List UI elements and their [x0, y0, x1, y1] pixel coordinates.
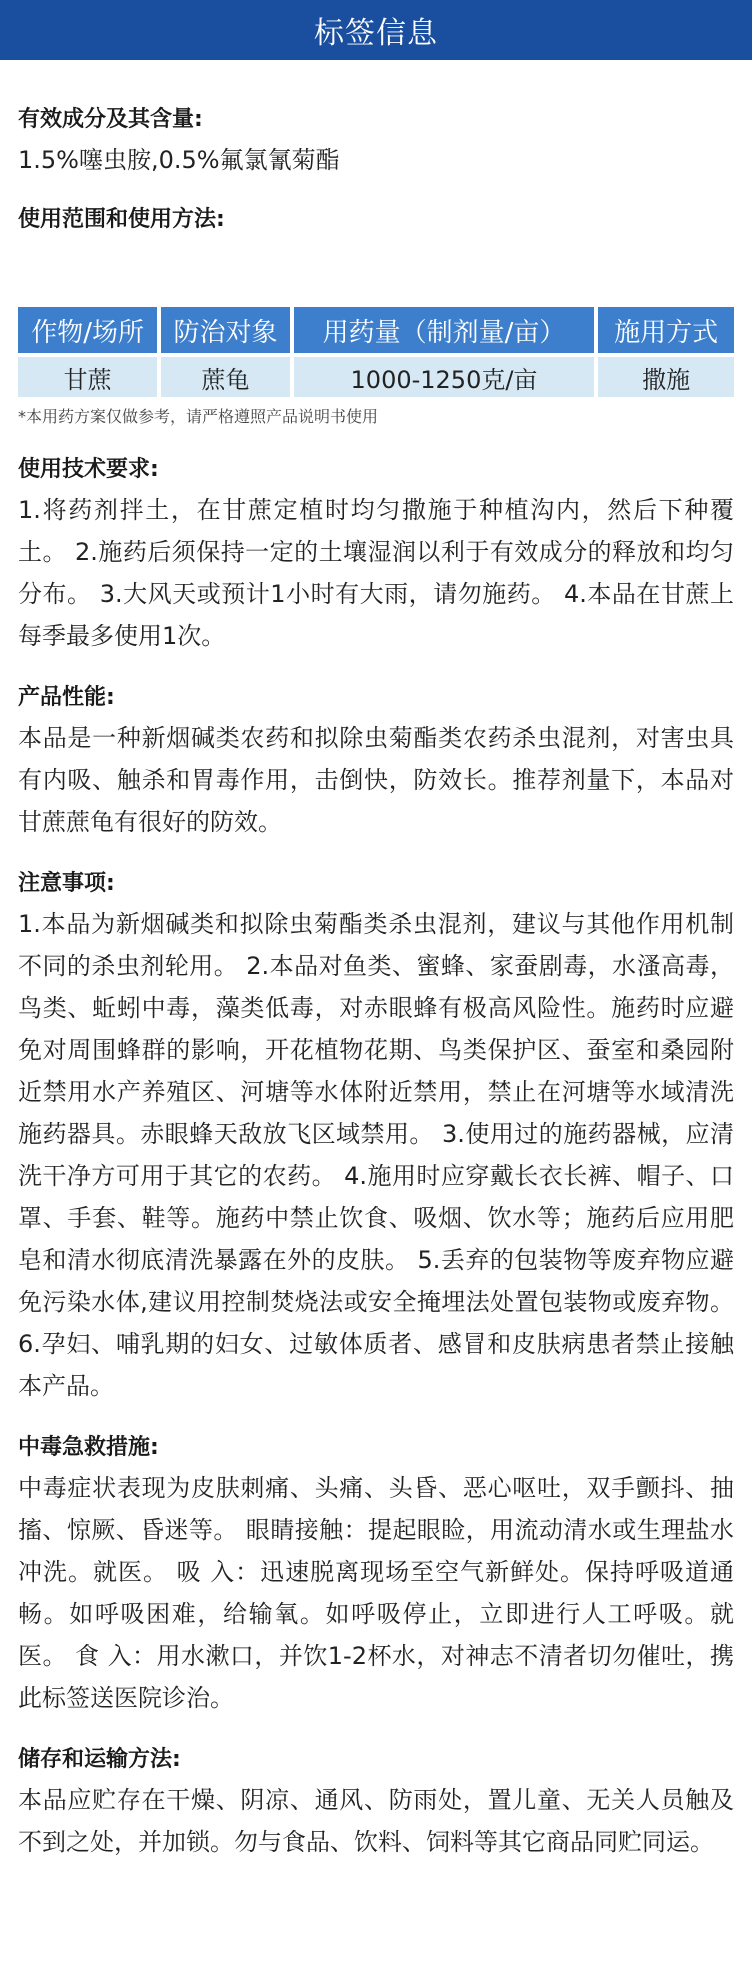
section-performance [18, 683, 734, 843]
dose-table [14, 303, 738, 401]
scope-title: 使用范围和使用方法: [18, 207, 225, 232]
precautions-text: 1.本品为新烟碱类和拟除虫菊酯类杀虫混剂，建议与其他作用机制不同的杀虫剂轮用。 2.本品对鱼类、蜜蜂、家蚕剧毒，水溞高毒，鸟类、蚯蚓中毒，藻类低毒，对赤眼蜂有极高风险性。施药时应避免对周围蜂群的影响，开花植物花期、鸟类保护区、蚕室和桑园附近禁用水产养殖区、河塘等水体附近禁用，禁止在河塘等水域清洗施药器具。赤眼蜂天敌放飞区域禁用。 3.使用过的施药器械，应清洗干净方可用于其它的农药。 4.施用时应穿戴长衣长裤、帽子、口罩、手套、鞋等。施药中禁止饮食、吸烟、饮水等；施药后应用肥皂和清水彻底清洗暴露在外的皮肤。 5.丢弃的包装物等废弃物应避免污染水体,建议用控制焚烧法或安全掩埋法处置包装物或废弃物。 6.孕妇、哺乳期的妇女、过敏体质者、感冒和皮肤病患者禁止接触本产品。 [18, 910, 734, 1400]
section-first-aid [18, 1433, 734, 1719]
cell-method: 撒施 [598, 357, 734, 397]
section-ingredients [18, 60, 734, 181]
first-aid-title: 中毒急救措施: [18, 1435, 159, 1460]
section-technique [18, 455, 734, 657]
cell-crop: 甘蔗 [18, 357, 157, 397]
usage-note: *本用药方案仅做参考，请严格遵照产品说明书使用 [18, 407, 379, 426]
storage-text: 本品应贮存在干燥、阴凉、通风、防雨处，置儿童、无关人员触及不到之处，并加锁。勿与食品、饮料、饲料等其它商品同贮同运。 [18, 1786, 734, 1856]
table-header-row [18, 307, 734, 353]
section-storage [18, 1745, 734, 1863]
precautions-title: 注意事项: [18, 871, 115, 896]
header-target: 防治对象 [161, 307, 289, 353]
header-bar [0, 0, 752, 60]
page-title: 标签信息 [314, 16, 438, 51]
performance-text: 本品是一种新烟碱类农药和拟除虫菊酯类农药杀虫混剂，对害虫具有内吸、触杀和胃毒作用，击倒快，防效长。推荐剂量下，本品对甘蔗蔗龟有很好的防效。 [18, 724, 734, 836]
header-dosage: 用药量（制剂量/亩） [294, 307, 595, 353]
ingredients-text: 1.5%噻虫胺,0.5%氟氯氰菊酯 [18, 146, 340, 174]
section-precautions [18, 869, 734, 1407]
performance-title: 产品性能: [18, 685, 115, 710]
first-aid-text: 中毒症状表现为皮肤刺痛、头痛、头昏、恶心呕吐，双手颤抖、抽搐、惊厥、昏迷等。 眼睛接触：提起眼睑，用流动清水或生理盐水冲洗。就医。 吸 入：迅速脱离现场至空气新鲜处。保持呼吸道通畅。如呼吸困难，给输氧。如呼吸停止，立即进行人工呼吸。就医。 食 入：用水漱口，并饮1-2杯水，对神志不清者切勿催吐，携此标签送医院诊治。 [18, 1474, 734, 1712]
ingredients-title: 有效成分及其含量: [18, 107, 203, 132]
header-crop: 作物/场所 [18, 307, 157, 353]
content [0, 60, 752, 1863]
table-row [18, 357, 734, 397]
cell-target: 蔗龟 [161, 357, 289, 397]
cell-dosage: 1000-1250克/亩 [294, 357, 595, 397]
section-scope [18, 205, 734, 235]
technique-title: 使用技术要求: [18, 457, 159, 482]
storage-title: 储存和运输方法: [18, 1747, 181, 1772]
technique-text: 1.将药剂拌土，在甘蔗定植时均匀撒施于种植沟内，然后下种覆土。 2.施药后须保持一定的土壤湿润以利于有效成分的释放和均匀分布。 3.大风天或预计1小时有大雨，请勿施药。 4.本品在甘蔗上每季最多使用1次。 [18, 496, 734, 650]
header-method: 施用方式 [598, 307, 734, 353]
dose-table-wrap [18, 303, 734, 429]
